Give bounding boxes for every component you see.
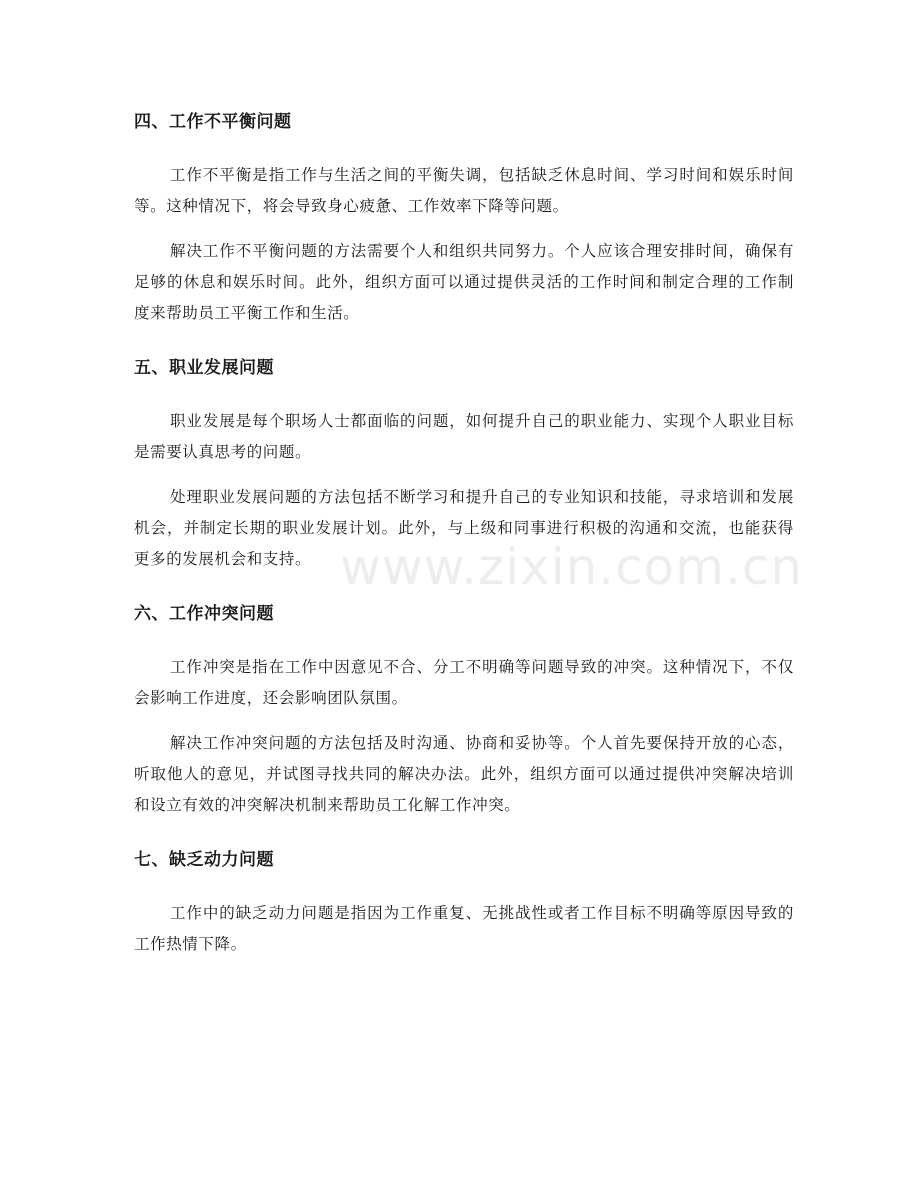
document-content [134,103,794,980]
paragraph: 解决工作冲突问题的方法包括及时沟通、协商和妥协等。个人首先要保持开放的心态，听取他人的意见，并试图寻找共同的解决办法。此外，组织方面可以通过提供冲突解决培训和设立有效的冲突解决机制来帮助员工化解工作冲突。 [134,734,794,814]
section-career-development [134,349,794,575]
section-title: 四、工作不平衡问题 [134,112,292,132]
paragraph: 工作不平衡是指工作与生活之间的平衡失调，包括缺乏休息时间、学习时间和娱乐时间等。这种情况下，将会导致身心疲惫、工作效率下降等问题。 [134,166,794,215]
section-title: 五、职业发展问题 [134,358,274,378]
section-title: 七、缺乏动力问题 [134,850,274,870]
watermark: www.zixin.com.cn [340,538,804,596]
paragraph: 解决工作不平衡问题的方法需要个人和组织共同努力。个人应该合理安排时间，确保有足够的休息和娱乐时间。此外，组织方面可以通过提供灵活的工作时间和制定合理的工作制度来帮助员工平衡工作和生活。 [134,242,794,322]
paragraph: 工作冲突是指在工作中因意见不合、分工不明确等问题导致的冲突。这种情况下，不仅会影响工作进度，还会影响团队氛围。 [134,658,794,707]
paragraph: 处理职业发展问题的方法包括不断学习和提升自己的专业知识和技能，寻求培训和发展机会，并制定长期的职业发展计划。此外，与上级和同事进行积极的沟通和交流，也能获得更多的发展机会和支持。 [134,488,794,568]
section-work-imbalance [134,103,794,329]
section-title: 六、工作冲突问题 [134,604,274,624]
section-work-conflict [134,595,794,821]
paragraph: 工作中的缺乏动力问题是指因为工作重复、无挑战性或者工作目标不明确等原因导致的工作热情下降。 [134,904,794,953]
section-lack-of-motivation [134,841,794,960]
paragraph: 职业发展是每个职场人士都面临的问题，如何提升自己的职业能力、实现个人职业目标是需要认真思考的问题。 [134,412,794,461]
